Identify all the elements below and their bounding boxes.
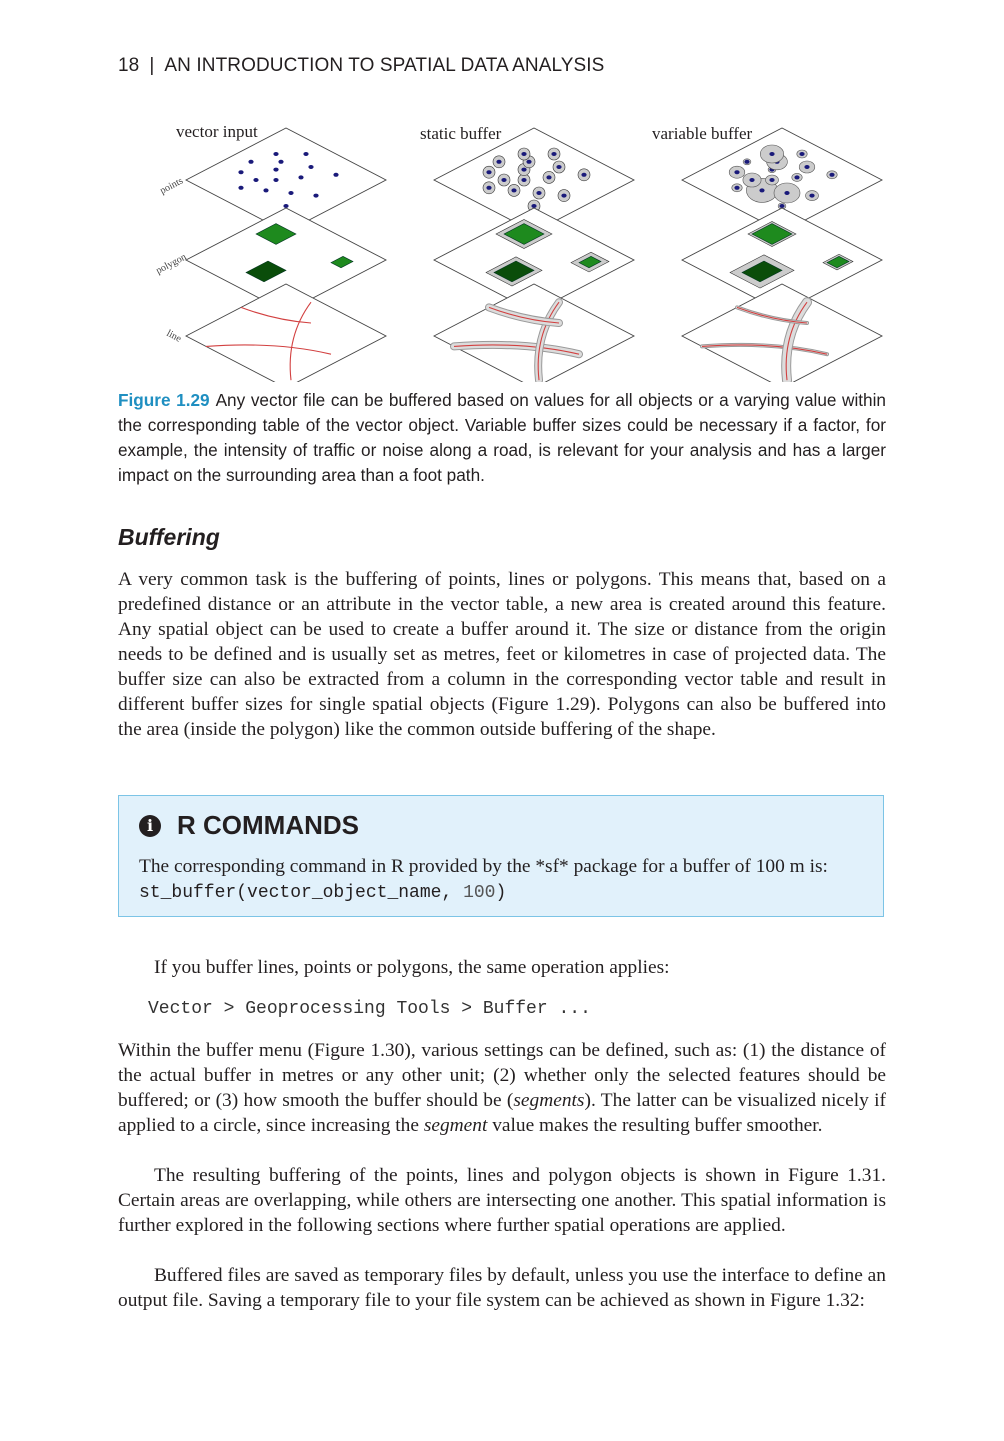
running-title: AN INTRODUCTION TO SPATIAL DATA ANALYSIS xyxy=(164,55,605,76)
point-feature xyxy=(769,178,774,182)
paragraph-5: Buffered files are saved as temporary files by default, unless you use the interface to define an output file. Saving a temporary file to your file system can be achieved as shown in Figure 1.32: xyxy=(118,1265,886,1311)
point-feature xyxy=(511,188,516,192)
point-feature xyxy=(561,194,566,198)
layer-label-polygon: polygon xyxy=(154,251,189,277)
point-feature xyxy=(769,152,774,156)
point-feature xyxy=(486,186,491,190)
note-title: R COMMANDS xyxy=(177,810,359,840)
paragraph-3-em-segment: segment xyxy=(423,1115,488,1136)
figure-caption xyxy=(118,388,886,488)
point-feature xyxy=(784,191,789,195)
point-feature xyxy=(273,152,278,156)
panel-title-variable-buffer: variable buffer xyxy=(652,124,753,143)
layer-label-line: line xyxy=(164,327,183,345)
point-feature xyxy=(283,204,288,208)
menu-path: Vector > Geoprocessing Tools > Buffer ... xyxy=(148,999,591,1019)
point-feature xyxy=(248,160,253,164)
point-feature xyxy=(546,175,551,179)
figure-label: Figure 1.29 xyxy=(118,390,210,410)
note-code-end: ) xyxy=(495,883,507,903)
point-feature xyxy=(829,173,834,177)
paragraph-4: The resulting buffering of the points, lines and polygon objects is shown in Figure 1.31. Certain areas are overlapping, while others are intersecting one another. This spatial information is further explored in the following sections where further spatial operations are applied. xyxy=(118,1165,886,1236)
paragraph-3-part-c: value makes the resulting buffer smoother. xyxy=(487,1115,823,1136)
running-head: 18 | AN INTRODUCTION TO SPATIAL DATA ANALYSIS xyxy=(118,55,605,76)
panel-title-vector-input: vector input xyxy=(176,122,258,141)
point-feature xyxy=(303,152,308,156)
point-feature xyxy=(759,188,764,192)
paragraph-2: If you buffer lines, points or polygons, the same operation applies: xyxy=(154,957,670,978)
paragraph-3 xyxy=(118,1038,886,1138)
figure-panels xyxy=(186,128,882,382)
point-feature xyxy=(486,170,491,174)
point-feature xyxy=(313,194,318,198)
note-code: st_buffer(vector_object_name, xyxy=(139,883,464,903)
point-feature xyxy=(734,170,739,174)
point-feature xyxy=(521,152,526,156)
panel-title-static-buffer: static buffer xyxy=(420,124,502,143)
point-feature xyxy=(238,170,243,174)
page-number: 18 xyxy=(118,55,140,76)
point-feature xyxy=(794,175,799,179)
point-feature xyxy=(501,178,506,182)
point-feature xyxy=(556,165,561,169)
point-feature xyxy=(298,175,303,179)
point-feature xyxy=(308,165,313,169)
point-feature xyxy=(496,160,501,164)
point-feature xyxy=(273,168,278,172)
point-feature xyxy=(288,191,293,195)
point-feature xyxy=(551,152,556,156)
note-code-number: 100 xyxy=(463,883,496,903)
section-title: Buffering xyxy=(118,524,220,550)
paragraph-3-part-a: Within the buffer menu (Figure 1.30), various settings can be defined, such as: (1) the distance of the actual buffer in metres or any other unit; (2) whether only the selected features should be buffered; or (3) how smooth the buffer should be ( xyxy=(118,1040,886,1111)
note-title-row xyxy=(139,810,359,841)
r-commands-box xyxy=(118,795,884,917)
point-feature xyxy=(263,188,268,192)
layer-plane xyxy=(186,284,386,382)
point-feature xyxy=(581,173,586,177)
point-feature xyxy=(799,152,804,156)
point-feature xyxy=(521,168,526,172)
note-text: The corresponding command in R provided by the *sf* package for a buffer of 100 m is: xyxy=(139,856,828,877)
paragraph-3-em-segments: segments xyxy=(513,1090,585,1111)
point-feature xyxy=(273,178,278,182)
paragraph-3-part-b: ). The latter can be visualized nicely if applied to a circle, since increasing the xyxy=(118,1090,886,1136)
point-feature xyxy=(749,178,754,182)
caption-text: Any vector file can be buffered based on values for all objects or a varying value within the corresponding table of the vector object. Variable buffer sizes could be necessary if a factor, for example, the intensity of traffic or noise along a road, is relevant for your analysis and has a larger impact on the surrounding area than a foot path. xyxy=(118,390,886,485)
point-feature xyxy=(521,178,526,182)
point-feature xyxy=(779,204,784,208)
point-feature xyxy=(333,173,338,177)
figure-1-29-graphic xyxy=(150,112,910,382)
point-feature xyxy=(809,194,814,198)
figure-buffer-panels xyxy=(150,112,910,382)
point-feature xyxy=(804,165,809,169)
point-feature xyxy=(253,178,258,182)
point-feature xyxy=(531,204,536,208)
point-feature xyxy=(526,160,531,164)
point-feature xyxy=(238,186,243,190)
note-body xyxy=(139,854,869,906)
layer-plane xyxy=(434,284,634,382)
point-feature xyxy=(734,186,739,190)
layer-label-points: points xyxy=(158,175,185,197)
point-feature xyxy=(744,160,749,164)
info-icon: i xyxy=(139,815,161,837)
point-feature xyxy=(278,160,283,164)
point-feature xyxy=(536,191,541,195)
paragraph-1: A very common task is the buffering of points, lines or polygons. This means that, based on a predefined distance or an attribute in the vector table, a new area is created around this feature. Any spatial object can be used to create a buffer around it. The size or distance from the origin needs to be defined and is usually set as metres, feet or kilometres in case of projected data. The buffer size can also be extracted from a column in the corresponding vector table and result in different buffer sizes for single spatial objects (Figure 1.29). Polygons can also be buffered into the area (inside the polygon) like the common outside buffering of the shape. xyxy=(118,569,886,740)
